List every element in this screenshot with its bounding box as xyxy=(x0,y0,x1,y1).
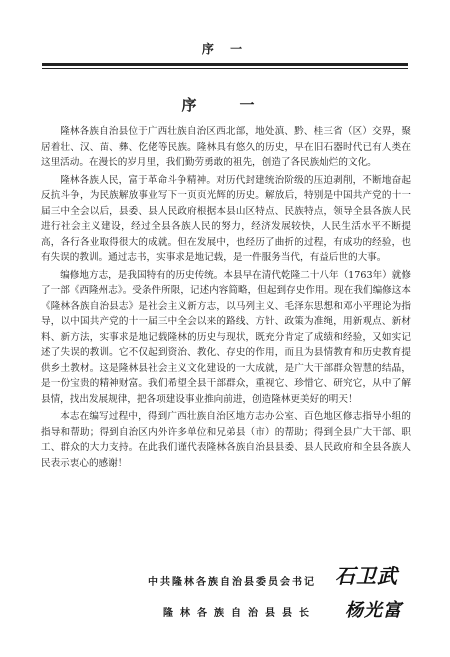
paragraph: 编修地方志，是我国特有的历史传统。本县早在清代乾隆二十八年（1763年）就修了一部《西隆州志》。受条件所限，记述内容简略，但起到存史作用。现在我们编修这本《隆林各族自治县志》是社会主义新方志，以马列主义、毛泽东思想和邓小平理论为指导，以中国共产党的十一届三中全会以来的路线、方针、政策为准绳，用新观点、新材料、新方法，实事求是地记载隆林的历史与现状，既充分肯定了成绩和经验，又如实记述了失误的教训。它不仅起到资治、教化、存史的作用，而且为县情教育和历史教育提供乡土教材。这是隆林县社会主义文化建设的一大成就，是广大干部群众智慧的结晶，是一份宝贵的精神财富。我们希望全县干部群众，重视它、珍惜它、研究它，从中了解县情，找出发展规律，把各项建设事业推向前进，创造隆林更美好的明天！ xyxy=(41,269,411,405)
paragraph: 本志在编写过程中，得到广西壮族自治区地方志办公室、百色地区修志指导小组的指导和帮助；得到自治区内外许多单位和兄弟县（市）的帮助；得到全县广大干部、职工、群众的大力支持。在此我们谨代表隆林各族自治县县委、县人民政府和全县各族人民表示衷心的感谢！ xyxy=(41,411,411,469)
page-title: 序 一 xyxy=(181,96,269,114)
handwritten-signature-secretary: 石卫武 xyxy=(335,564,398,588)
paragraph: 隆林各族人民，富于革命斗争精神。对历代封建统治阶级的压迫剥削，不断地奋起反抗斗争，为民族解放事业写下一页页光辉的历史。解放后，特别是中国共产党的十一届三中全会以后，县委、县人民政府根据本县山区特点、民族特点，领导全县各族人民进行社会主义建设，经过全县各族人民的努力，经济发展较快，人民生活水平不断提高，各行各业取得很大的成就。但在发展中，也经历了曲折的过程，有成功的经验，也有失误的教训。通过志书，实事求是地记载，是一件服务当代，有益后世的大事。 xyxy=(41,174,411,263)
handwritten-signature-magistrate: 杨光富 xyxy=(345,600,402,621)
running-head: 序 一 xyxy=(201,42,249,56)
header-rule-thin xyxy=(42,68,408,69)
signature-title-secretary: 中共隆林各族自治县委员会书记 xyxy=(148,577,316,588)
header-rule-thick xyxy=(42,63,408,66)
preface-body xyxy=(41,124,411,473)
signature-title-magistrate: 隆林各族自治县县长 xyxy=(163,608,316,619)
paragraph: 隆林各族自治县位于广西壮族自治区西北部，地处滇、黔、桂三省（区）交界，聚居着壮、汉、苗、彝、仡佬等民族。隆林具有悠久的历史，早在旧石器时代已有人类在这里活动。在漫长的岁月里，我们勤劳勇敢的祖先，创造了各民族灿烂的文化。 xyxy=(41,126,411,168)
